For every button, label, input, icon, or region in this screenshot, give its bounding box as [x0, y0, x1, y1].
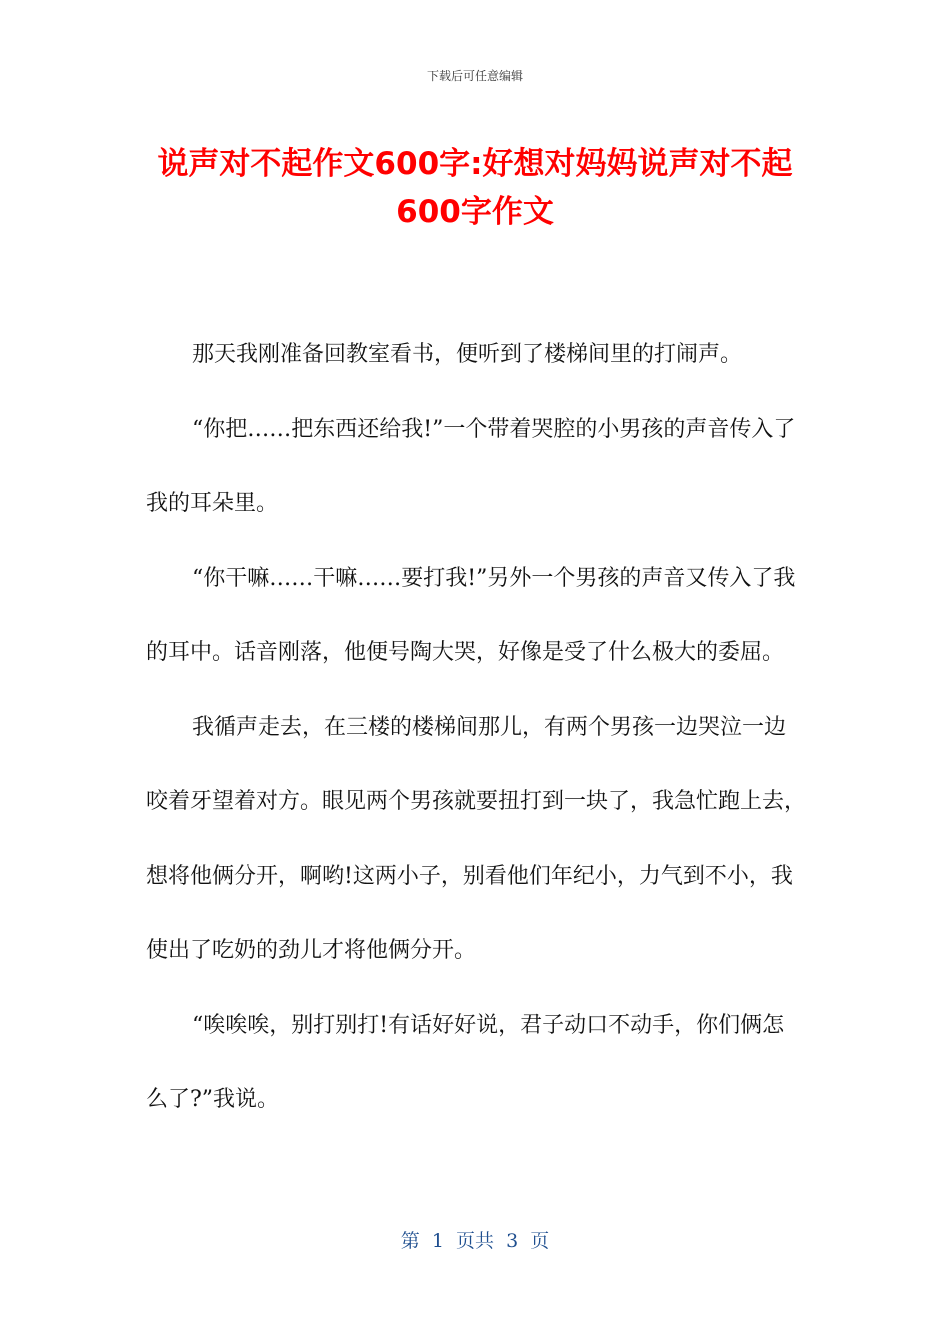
page-number-footer: 第 1 页共 3 页 [400, 1230, 550, 1252]
document-title: 说声对不起作文600字:好想对妈妈说声对不起600字作文 [157, 146, 793, 230]
paragraph: 我循声走去，在三楼的楼梯间那儿，有两个男孩一边哭泣一边咬着牙望着对方。眼见两个男孩就要扭打到一块了，我急忙跑上去，想将他俩分开，啊哟!这两小子，别看他们年纪小，力气到不小，我使出了吃奶的劲儿才将他俩分开。 [146, 714, 807, 963]
paragraph: 那天我刚准备回教室看书，便听到了楼梯间里的打闹声。 [192, 342, 743, 367]
document-body [146, 318, 806, 1138]
header-note: 下载后可任意编辑 [426, 69, 523, 83]
paragraph: “你干嘛……干嘛……要打我!”另外一个男孩的声音又传入了我的耳中。话音刚落，他便号陶大哭，好像是受了什么极大的委屈。 [146, 565, 796, 665]
paragraph: “你把……把东西还给我!”一个带着哭腔的小男孩的声音传入了我的耳朵里。 [146, 416, 796, 516]
paragraph: “唉唉唉，别打别打!有话好好说，君子动口不动手，你们俩怎么了?”我说。 [146, 1012, 785, 1112]
